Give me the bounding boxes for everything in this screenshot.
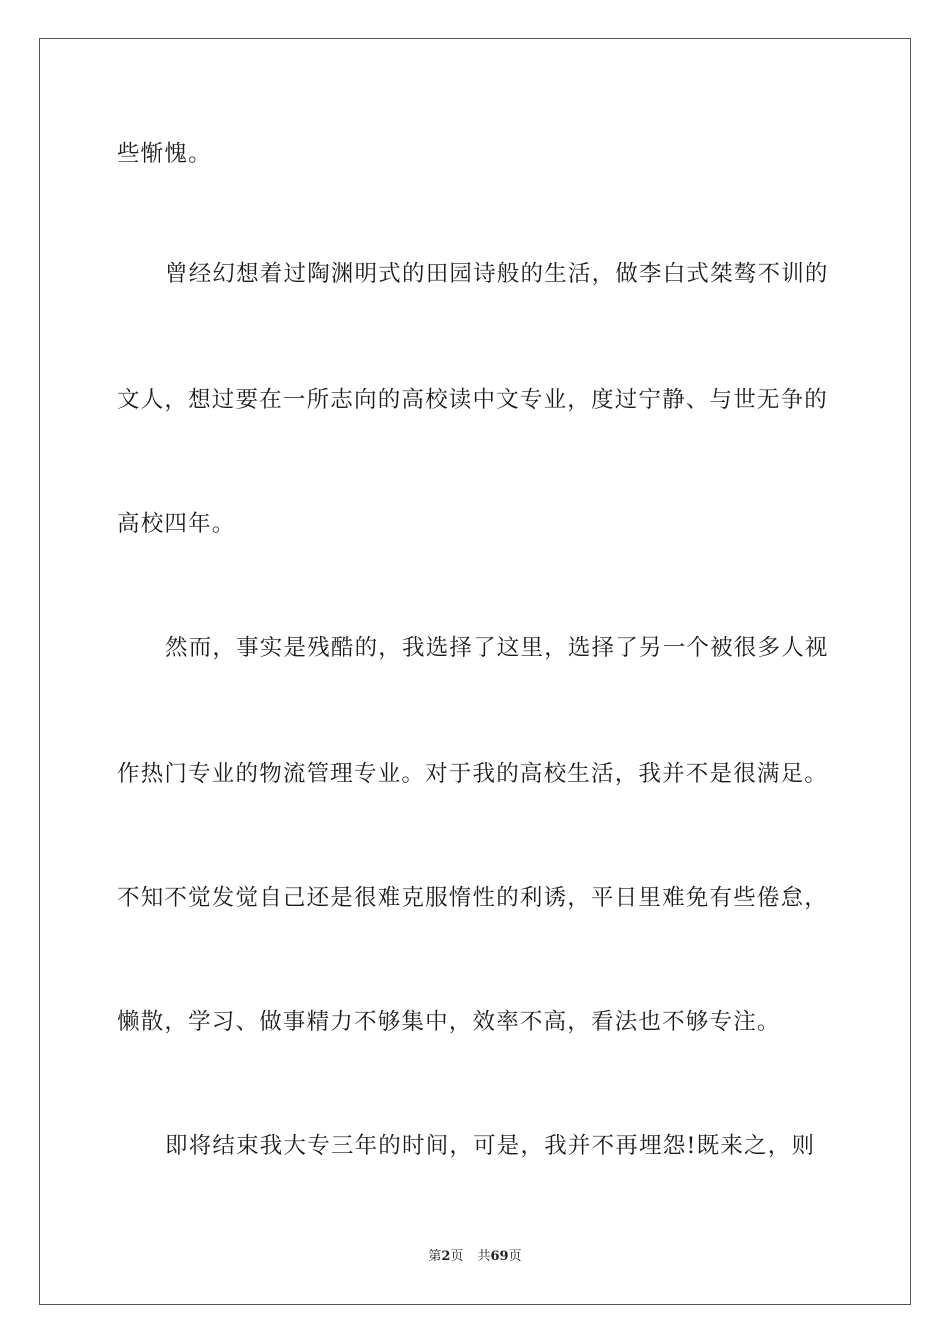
total-prefix: 共	[477, 1249, 491, 1264]
total-pages: 69	[490, 1249, 509, 1264]
text-line-3: 文人，想过要在一所志向的高校读中文专业，度过宁静、与世无争的	[117, 387, 829, 413]
text-line-7: 不知不觉发觉自己还是很难克服惰性的利诱，平日里难免有些倦怠，	[117, 885, 829, 911]
page-prefix: 第	[428, 1249, 442, 1264]
page-footer	[0, 1248, 950, 1266]
page-border	[39, 38, 911, 1305]
text-line-4: 高校四年。	[117, 511, 236, 537]
text-line-8: 懒散，学习、做事精力不够集中，效率不高，看法也不够专注。	[117, 1009, 781, 1035]
text-line-5: 然而，事实是残酷的，我选择了这里，选择了另一个被很多人视	[165, 635, 829, 661]
page-suffix: 页	[450, 1249, 464, 1264]
text-line-2: 曾经幻想着过陶渊明式的田园诗般的生活，做李白式桀骜不训的	[165, 261, 829, 287]
total-suffix: 页	[508, 1249, 522, 1264]
text-line-1: 些惭愧。	[117, 141, 212, 167]
text-line-9: 即将结束我大专三年的时间，可是，我并不再埋怨!既来之，则	[165, 1133, 816, 1159]
page-number: 2	[441, 1249, 451, 1264]
text-line-6: 作热门专业的物流管理专业。对于我的高校生活，我并不是很满足。	[117, 761, 829, 787]
